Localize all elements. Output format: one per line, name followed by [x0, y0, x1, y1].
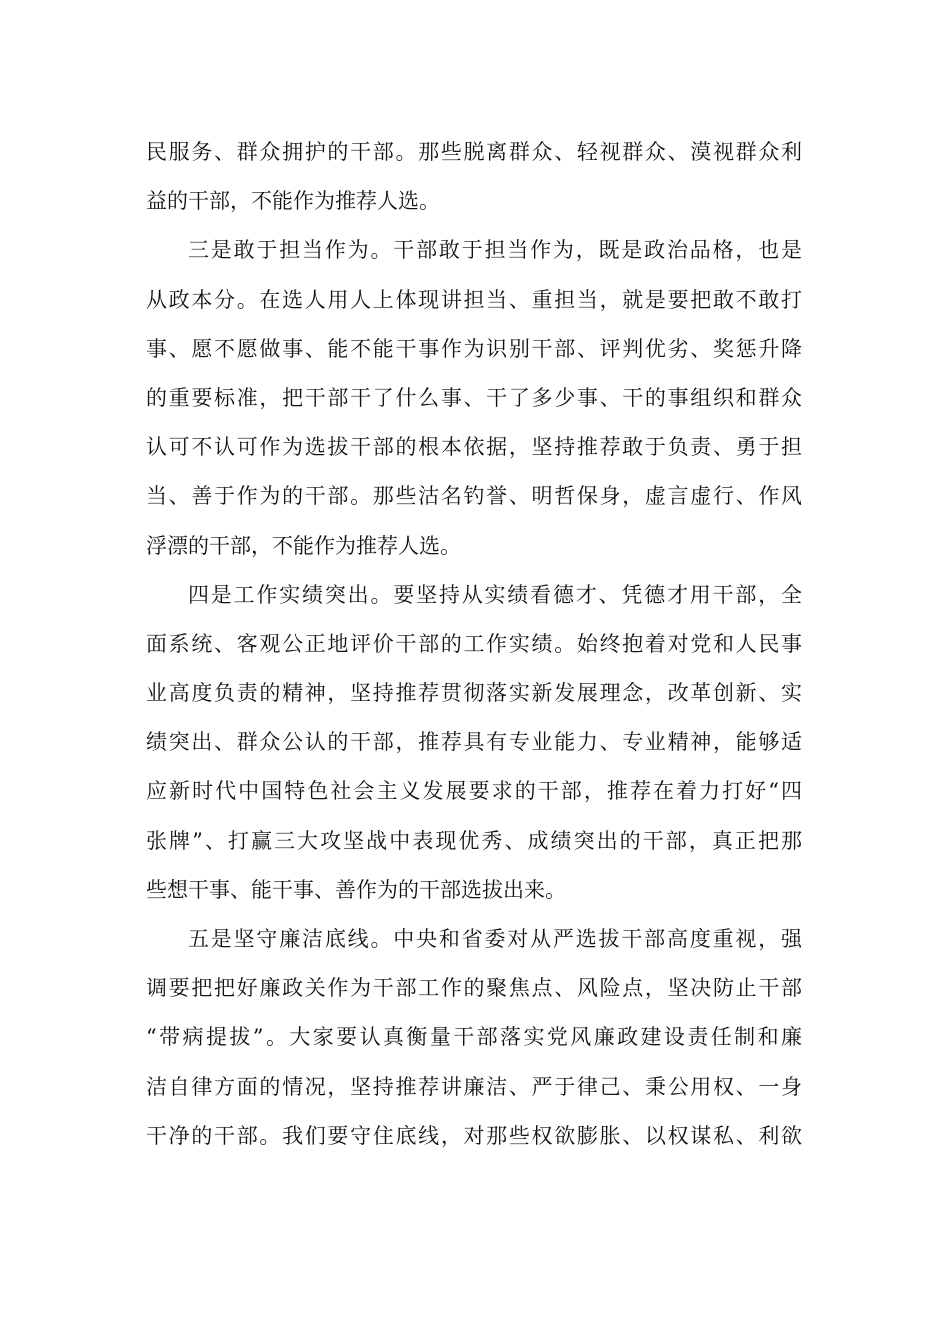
text-line-12: 业高度负责的精神，坚持推荐贯彻落实新发展理念，改革创新、实 [146, 681, 802, 706]
text-line-6: 的重要标准，把干部干了什么事、干了多少事、干的事组织和群众 [146, 385, 802, 410]
text-line-14: 应新时代中国特色社会主义发展要求的干部，推荐在着力打好“四 [146, 779, 802, 804]
text-line-4: 从政本分。在选人用人上体现讲担当、重担当，就是要把敢不敢打 [146, 287, 802, 312]
text-line-17: 五是坚守廉洁底线。中央和省委对从严选拔干部高度重视，强 [188, 927, 802, 951]
text-line-10: 四是工作实绩突出。要坚持从实绩看德才、凭德才用干部，全 [188, 582, 802, 607]
text-line-16: 些想干事、能干事、善作为的干部选拔出来。 [146, 877, 566, 902]
text-line-13: 绩突出、群众公认的干部，推荐具有专业能力、专业精神，能够适 [146, 730, 802, 755]
text-line-15: 张牌”、打赢三大攻坚战中表现优秀、成绩突出的干部，真正把那 [146, 828, 802, 853]
text-line-7: 认可不认可作为选拔干部的根本依据，坚持推荐敢于负责、勇于担 [146, 435, 802, 460]
document-page [146, 128, 802, 1161]
text-line-18: 调要把把好廉政关作为干部工作的聚焦点、风险点，坚决防止干部 [146, 976, 802, 1001]
text-line-21: 干净的干部。我们要守住底线，对那些权欲膨胀、以权谋私、利欲 [146, 1123, 802, 1148]
text-line-11: 面系统、客观公正地评价干部的工作实绩。始终抱着对党和人民事 [146, 631, 802, 656]
text-line-5: 事、愿不愿做事、能不能干事作为识别干部、评判优劣、奖惩升降 [146, 336, 802, 361]
text-line-19: “带病提拔”。大家要认真衡量干部落实党风廉政建设责任制和廉 [146, 1025, 802, 1050]
text-line-2: 益的干部，不能作为推荐人选。 [146, 189, 440, 214]
text-line-1: 民服务、群众拥护的干部。那些脱离群众、轻视群众、漠视群众利 [146, 140, 802, 164]
text-line-3: 三是敢于担当作为。干部敢于担当作为，既是政治品格，也是 [188, 238, 802, 263]
text-line-20: 洁自律方面的情况，坚持推荐讲廉洁、严于律己、秉公用权、一身 [146, 1074, 802, 1099]
text-line-8: 当、善于作为的干部。那些沽名钓誉、明哲保身，虚言虚行、作风 [146, 484, 802, 509]
text-line-9: 浮漂的干部，不能作为推荐人选。 [146, 533, 461, 558]
